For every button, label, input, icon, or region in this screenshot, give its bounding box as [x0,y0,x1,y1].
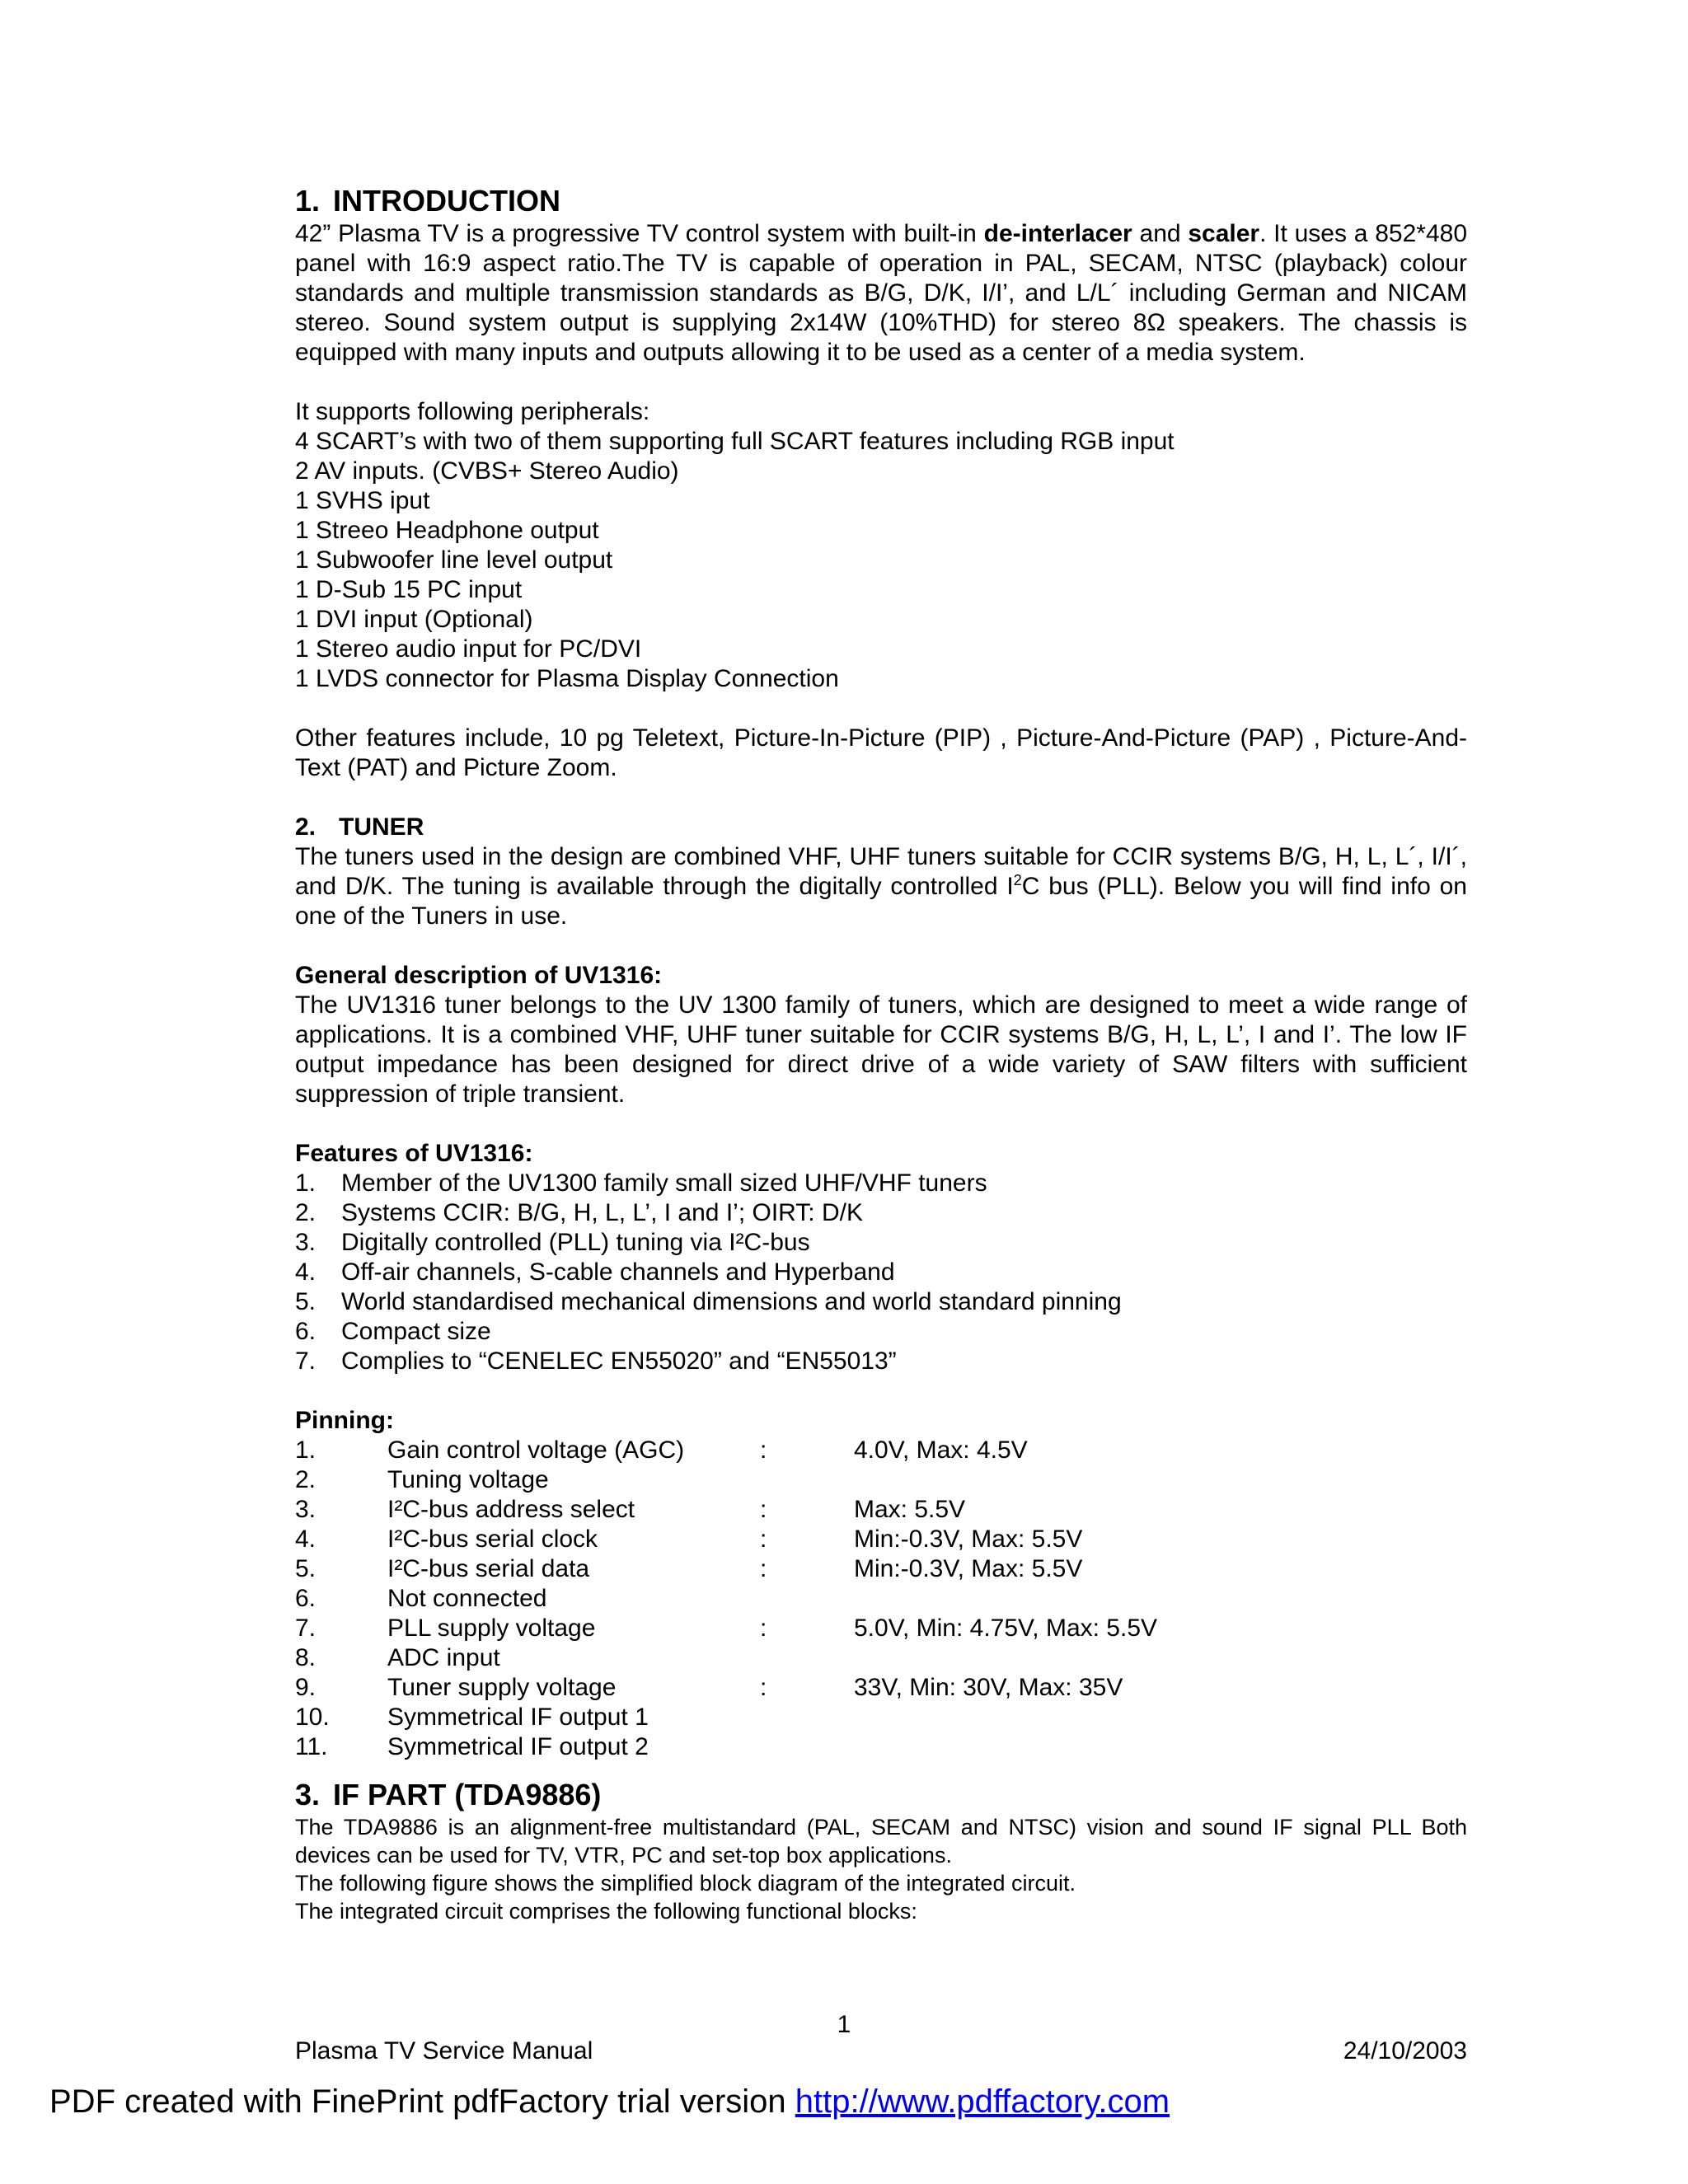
pin-number: 8. [295,1644,316,1671]
pin-colon [760,1584,854,1614]
list-item [295,1287,1467,1317]
footer-left: Plasma TV Service Manual [295,2037,593,2064]
if-part-line: The TDA9886 is an alignment-free multistandard (PAL, SECAM and NTSC) vision and sound IF signal PLL Both devices can be used for TV, VTR, PC and set-top box applications. [295,1815,1467,1868]
superscript: 2 [1013,872,1022,888]
list-item: 1 SVHS iput [295,487,430,514]
pin-number: 6. [295,1585,316,1612]
table-row [295,1643,1467,1673]
table-row [295,1673,1467,1703]
pin-description: Tuning voltage [387,1466,549,1493]
list-item [295,1317,1467,1347]
section-title: TUNER [339,813,424,841]
pin-value [854,1584,1467,1614]
banner-text: PDF created with FinePrint pdfFactory trial version [49,2083,795,2120]
list-item: 1 Streeo Headphone output [295,517,599,544]
pin-value: Min:-0.3V, Max: 5.5V [854,1526,1083,1553]
pin-colon [760,1643,854,1673]
pin-number: 3. [295,1496,316,1523]
pin-colon: : [760,1615,767,1642]
pin-value [854,1465,1467,1495]
pin-description: I²C-bus serial data [387,1555,590,1582]
text-run: C bus (PLL). Below you will find info on one of the Tuners in use. [295,873,1467,930]
pin-value: Max: 5.5V [854,1496,966,1523]
page-number: 1 [837,2011,851,2038]
list-item: 1 DVI input (Optional) [295,606,533,633]
table-row [295,1525,1467,1554]
pin-colon: : [760,1526,767,1553]
item-number: 5. [295,1288,316,1315]
item-number: 2. [295,1199,316,1226]
pin-description: ADC input [387,1644,500,1671]
section-heading-tuner [295,813,1467,842]
pin-value: Min:-0.3V, Max: 5.5V [854,1555,1083,1582]
general-description-heading: General description of UV1316: [295,962,663,989]
other-features-paragraph: Other features include, 10 pg Teletext, Picture-In-Picture (PIP) , Picture-And-Picture (PAP) , Picture-And-Text (PAT) and Picture Zoom. [295,724,1467,781]
pin-number: 1. [295,1436,316,1464]
list-item [295,1258,1467,1287]
tuner-paragraph [295,842,1467,931]
table-row [295,1465,1467,1495]
text-run: and [1132,220,1189,247]
list-item: 1 Stereo audio input for PC/DVI [295,635,642,663]
pin-colon: : [760,1674,767,1701]
list-item: 1 Subwoofer line level output [295,546,613,574]
item-text: Compact size [341,1318,491,1345]
pin-value [854,1643,1467,1673]
section-title: IF PART (TDA9886) [333,1778,602,1811]
table-row [295,1436,1467,1465]
pinning-heading: Pinning: [295,1407,394,1434]
section-heading-if-part [295,1777,1467,1813]
section-heading-introduction [295,183,1467,219]
item-text: Member of the UV1300 family small sized UHF/VHF tuners [341,1169,987,1197]
list-item: 4 SCART’s with two of them supporting full SCART features including RGB input [295,428,1175,455]
pin-description: Symmetrical IF output 2 [387,1733,649,1760]
pinning-table [295,1436,1467,1762]
pin-description: Symmetrical IF output 1 [387,1704,649,1731]
text-run: 42” Plasma TV is a progressive TV control system with built-in [295,220,984,247]
pin-number: 2. [295,1466,316,1493]
table-row [295,1703,1467,1732]
peripherals-list [295,427,1467,694]
item-number: 7. [295,1347,316,1375]
table-row [295,1495,1467,1525]
item-number: 3. [295,1229,316,1256]
item-text: Systems CCIR: B/G, H, L, L’, I and I’; OIRT: D/K [341,1199,863,1226]
intro-paragraph [295,219,1467,368]
pin-colon: : [760,1555,767,1582]
if-part-line: The following figure shows the simplified block diagram of the integrated circuit. [295,1871,1076,1896]
list-item: 1 D-Sub 15 PC input [295,576,523,603]
table-row [295,1584,1467,1614]
pin-colon: : [760,1436,767,1464]
pin-value [854,1703,1467,1732]
pin-description: PLL supply voltage [387,1615,596,1642]
pin-number: 11. [295,1733,328,1760]
banner-link[interactable]: http://www.pdffactory.com [795,2083,1170,2120]
footer-right: 24/10/2003 [1343,2037,1467,2064]
document-page [295,183,1467,1925]
pin-description: Not connected [387,1585,547,1612]
pin-number: 10. [295,1704,330,1731]
if-part-text [295,1813,1467,1925]
item-number: 6. [295,1318,316,1345]
pin-number: 5. [295,1555,316,1582]
item-text: World standardised mechanical dimensions and world standard pinning [341,1288,1122,1315]
list-item [295,1228,1467,1258]
item-number: 1. [295,1169,316,1197]
pin-description: I²C-bus address select [387,1496,635,1523]
item-text: Digitally controlled (PLL) tuning via I²C-bus [341,1229,810,1256]
section-number: 3. [295,1778,321,1811]
table-row [295,1732,1467,1762]
table-row [295,1614,1467,1643]
section-title: INTRODUCTION [333,184,561,218]
pin-value: 4.0V, Max: 4.5V [854,1436,1028,1464]
page-footer [295,2037,1467,2065]
text-run: The tuners used in the design are combined VHF, UHF tuners suitable for CCIR systems B/G, H, L, L´, I/I´, and D/K. The tuning is available through the digitally controlled I [295,843,1467,900]
text-run: . It uses a 852*480 panel with 16:9 aspect ratio.The TV is capable of operation in PAL, SECAM, NTSC (playback) colour standards and multiple transmission standards as B/G, D/K, I/I’, and L/L´ including German and NICAM stereo. Sound system output is supplying 2x14W (10%THD) for stereo 8Ω speakers. The chassis is equipped with many inputs and outputs allowing it to be used as a center of a media system. [295,220,1467,366]
features-list [295,1169,1467,1376]
pin-description: Tuner supply voltage [387,1674,617,1701]
section-number: 1. [295,184,321,218]
pin-colon [760,1465,854,1495]
if-part-line: The integrated circuit comprises the following functional blocks: [295,1899,917,1924]
bold-term: de-interlacer [983,220,1132,247]
pin-value: 33V, Min: 30V, Max: 35V [854,1674,1123,1701]
pdf-banner [49,2083,1170,2121]
pin-value [854,1732,1467,1762]
list-item: 1 LVDS connector for Plasma Display Connection [295,665,839,692]
pin-description: Gain control voltage (AGC) [387,1436,685,1464]
list-item [295,1347,1467,1376]
features-heading: Features of UV1316: [295,1140,533,1167]
item-number: 4. [295,1258,316,1286]
table-row [295,1554,1467,1584]
list-item [295,1169,1467,1198]
general-description-text: The UV1316 tuner belongs to the UV 1300 family of tuners, which are designed to meet a wide range of applications. It is a combined VHF, UHF tuner suitable for CCIR systems B/G, H, L, L’, I and I’. The low IF output impedance has been designed for direct drive of a wide variety of SAW filters with sufficient suppression of triple transient. [295,991,1467,1108]
item-text: Off-air channels, S-cable channels and Hyperband [341,1258,895,1286]
bold-term: scaler [1188,220,1260,247]
pin-number: 4. [295,1526,316,1553]
list-item: 2 AV inputs. (CVBS+ Stereo Audio) [295,457,679,485]
pin-value: 5.0V, Min: 4.75V, Max: 5.5V [854,1615,1158,1642]
list-item [295,1198,1467,1228]
pin-colon: : [760,1496,767,1523]
peripherals-heading: It supports following peripherals: [295,398,650,425]
item-text: Complies to “CENELEC EN55020” and “EN55013” [341,1347,897,1375]
pin-number: 9. [295,1674,316,1701]
section-number: 2. [295,813,316,841]
pin-number: 7. [295,1615,316,1642]
pin-description: I²C-bus serial clock [387,1526,598,1553]
pin-colon [760,1703,854,1732]
pin-colon [760,1732,854,1762]
